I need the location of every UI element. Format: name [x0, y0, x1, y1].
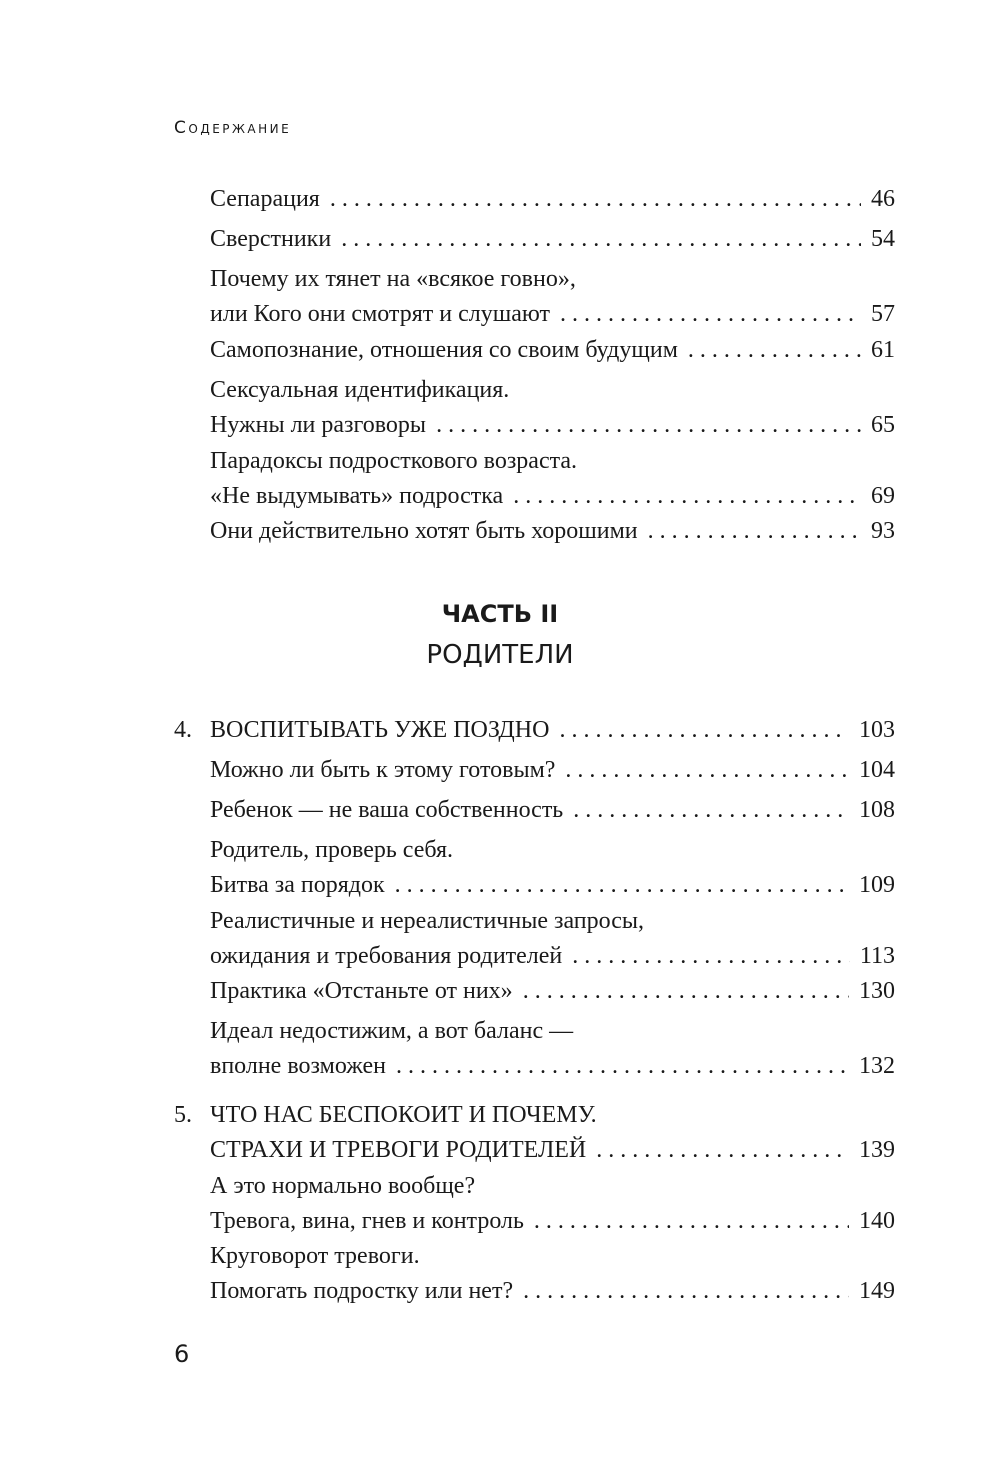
entry-title: вполне возможен — [210, 1053, 386, 1079]
entry-title: Круговорот тревоги. — [210, 1243, 420, 1269]
toc-entry[interactable] — [210, 182, 895, 217]
part-subtitle: РОДИТЕЛИ — [426, 640, 574, 670]
toc-chapter-5[interactable] — [174, 1098, 895, 1168]
dot-leader — [396, 1049, 849, 1084]
running-head: Содержание — [174, 118, 292, 138]
dot-leader — [648, 514, 861, 549]
dot-leader — [513, 479, 861, 514]
dot-leader — [534, 1204, 849, 1239]
page-number: 108 — [859, 797, 895, 823]
chapter-number: 5. — [174, 1102, 192, 1128]
page-number: 54 — [871, 226, 895, 252]
entry-title: Они действительно хотят быть хорошими — [210, 518, 638, 544]
page-number: 103 — [859, 717, 895, 743]
toc-entry[interactable] — [210, 1239, 895, 1309]
page-number: 130 — [859, 978, 895, 1004]
entry-title: Тревога, вина, гнев и контроль — [210, 1208, 524, 1234]
dot-leader — [573, 793, 849, 828]
dot-leader — [395, 868, 849, 903]
page-number: 65 — [871, 412, 895, 438]
chapter-title: ЧТО НАС БЕСПОКОИТ И ПОЧЕМУ. — [210, 1102, 597, 1128]
toc-entry[interactable] — [210, 1014, 895, 1084]
toc-entry[interactable] — [210, 753, 895, 788]
toc-entry[interactable] — [210, 793, 895, 828]
entry-title: Парадоксы подросткового возраста. — [210, 448, 578, 474]
dot-leader — [688, 333, 861, 368]
dot-leader — [565, 753, 849, 788]
chapter-number: 4. — [174, 717, 192, 743]
chapter-title: СТРАХИ И ТРЕВОГИ РОДИТЕЛЕЙ — [210, 1137, 587, 1163]
toc-chapter-4[interactable] — [174, 713, 895, 748]
page-number: 149 — [859, 1278, 895, 1304]
toc-entry[interactable] — [210, 514, 895, 549]
toc-entry[interactable] — [210, 262, 895, 332]
page-number: 113 — [859, 943, 895, 969]
toc-entry[interactable] — [210, 333, 895, 368]
entry-title: Можно ли быть к этому готовым? — [210, 757, 556, 783]
entry-title: Идеал недостижим, а вот баланс — — [210, 1018, 574, 1044]
entry-title: Самопознание, отношения со своим будущим — [210, 337, 678, 363]
entry-title: А это нормально вообще? — [210, 1173, 476, 1199]
page-number: 93 — [871, 518, 895, 544]
page-number: 139 — [859, 1137, 895, 1163]
dot-leader — [572, 939, 850, 974]
page-number: 109 — [859, 872, 895, 898]
page-number: 104 — [859, 757, 895, 783]
entry-title: ожидания и требования родителей — [210, 943, 563, 969]
page-number: 132 — [859, 1053, 895, 1079]
toc-entry[interactable] — [210, 222, 895, 257]
dot-leader — [341, 222, 861, 257]
dot-leader — [559, 713, 849, 748]
dot-leader — [560, 297, 861, 332]
toc-entry[interactable] — [210, 904, 895, 974]
toc-entry[interactable] — [210, 974, 895, 1009]
entry-title: Помогать подростку или нет? — [210, 1278, 514, 1304]
dot-leader — [330, 182, 861, 217]
page-number: 69 — [871, 483, 895, 509]
dot-leader — [436, 408, 861, 443]
dot-leader — [523, 974, 849, 1009]
page-number: 46 — [871, 186, 895, 212]
part-title: ЧАСТЬ II — [441, 600, 559, 628]
chapter-title: ВОСПИТЫВАТЬ УЖЕ ПОЗДНО — [210, 717, 550, 743]
toc-entry[interactable] — [210, 444, 895, 514]
entry-title: Реалистичные и нереалистичные запросы, — [210, 908, 645, 934]
entry-title: Практика «Отстаньте от них» — [210, 978, 513, 1004]
dot-leader — [596, 1133, 849, 1168]
page-folio: 6 — [174, 1340, 190, 1368]
entry-title: Родитель, проверь себя. — [210, 837, 454, 863]
entry-title: Сепарация — [210, 186, 320, 212]
entry-title: Сексуальная идентификация. — [210, 377, 510, 403]
toc-entry[interactable] — [210, 833, 895, 903]
entry-title: Сверстники — [210, 226, 332, 252]
page-number: 140 — [859, 1208, 895, 1234]
page-number: 61 — [871, 337, 895, 363]
toc-entry[interactable] — [210, 373, 895, 443]
entry-title: Битва за порядок — [210, 872, 385, 898]
entry-title: Нужны ли разговоры — [210, 412, 427, 438]
page-number: 57 — [871, 301, 895, 327]
entry-title: или Кого они смотрят и слушают — [210, 301, 550, 327]
dot-leader — [523, 1274, 849, 1309]
entry-title: «Не выдумывать» подростка — [210, 483, 504, 509]
entry-title: Почему их тянет на «всякое говно», — [210, 266, 576, 292]
toc-entry[interactable] — [210, 1169, 895, 1239]
entry-title: Ребенок — не ваша собственность — [210, 797, 564, 823]
